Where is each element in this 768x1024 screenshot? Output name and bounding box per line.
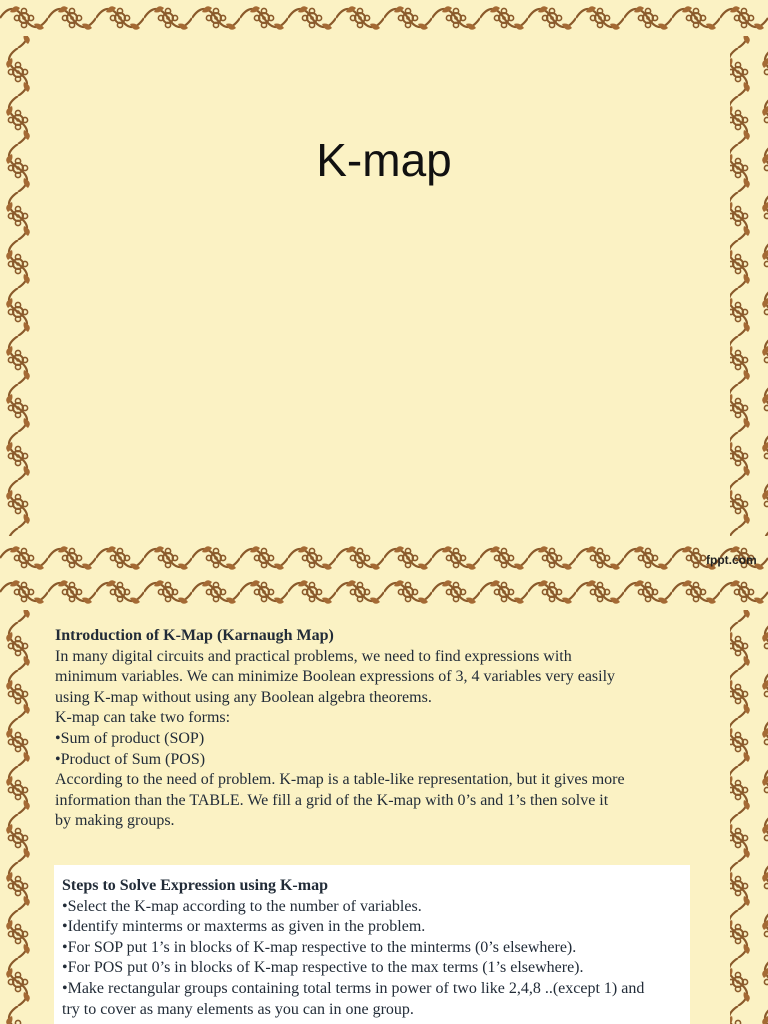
steps-line: •Identify minterms or maxterms as given in the problem.	[62, 918, 426, 936]
intro-line: K-map can take two forms:	[55, 709, 231, 727]
intro-line: information than the TABLE. We fill a grid of the K-map with 0’s and 1’s then solve it	[55, 791, 609, 809]
steps-line: try to cover as many elements as you can in one group.	[62, 1000, 414, 1018]
intro-line: In many digital circuits and practical problems, we need to find expressions with	[55, 647, 572, 665]
fppt-logo: fppt.com	[706, 553, 757, 567]
intro-line: •Product of Sum (POS)	[55, 750, 206, 768]
steps-box	[54, 865, 690, 1024]
intro-line: •Sum of product (SOP)	[55, 729, 205, 747]
intro-heading: Introduction of K-Map (Karnaugh Map)	[55, 627, 334, 644]
slide-content	[0, 574, 768, 1024]
intro-text-block	[55, 626, 695, 832]
steps-heading: Steps to Solve Expression using K-map	[62, 877, 328, 894]
steps-line: •For SOP put 1’s in blocks of K-map respective to the minterms (0’s elsewhere).	[62, 938, 577, 956]
intro-line: minimum variables. We can minimize Boolean expressions of 3, 4 variables very easily	[55, 668, 616, 686]
slide-title-text: K-map	[316, 134, 452, 186]
intro-line: by making groups.	[55, 812, 175, 830]
steps-line: •Select the K-map according to the number of variables.	[62, 897, 422, 915]
steps-line: •Make rectangular groups containing total terms in power of two like 2,4,8 ..(except 1) and	[62, 979, 645, 997]
intro-line: using K-map without using any Boolean algebra theorems.	[55, 688, 432, 706]
intro-line: According to the need of problem. K-map is a table-like representation, but it gives more	[55, 771, 625, 789]
steps-line: •For POS put 0’s in blocks of K-map respective to the max terms (1’s elsewhere).	[62, 959, 584, 977]
